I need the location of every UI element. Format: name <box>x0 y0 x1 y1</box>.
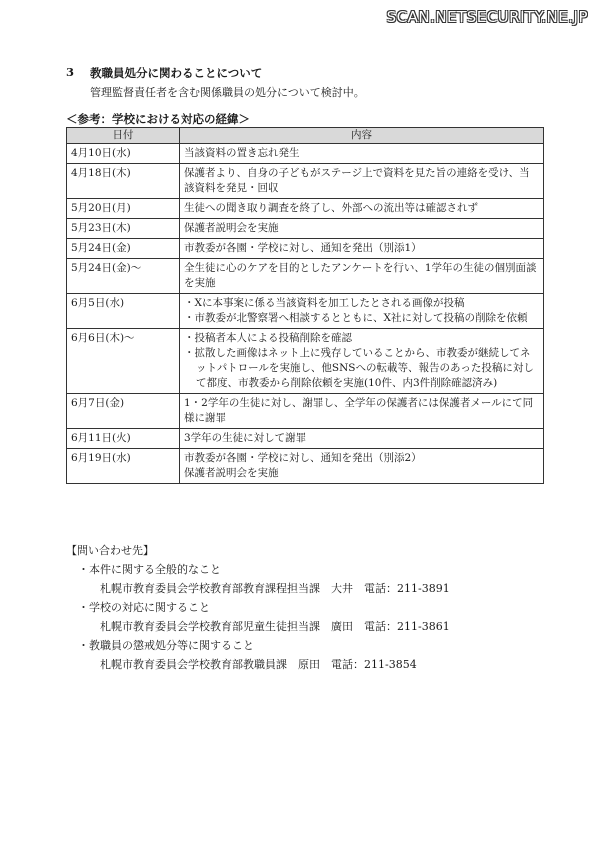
reference-title: ＜参考：学校における対応の経緯＞ <box>66 112 250 126</box>
section-3-heading <box>66 65 546 81</box>
row-content: 1・2学年の生徒に対し、謝罪し、全学年の保護者には保護者メールにて同様に謝罪 <box>180 394 544 429</box>
row-date: 5月23日(木) <box>67 219 180 239</box>
bullet-item: ・市教委が北警察署へ相談するとともに、X社に対して投稿の削除を依頼 <box>184 312 528 324</box>
row-content <box>180 449 544 484</box>
row-content: 全生徒に心のケアを目的としたアンケートを行い、1学年の生徒の個別面談を実施 <box>180 259 544 294</box>
contact-heading: 【問い合わせ先】 <box>66 544 154 557</box>
row-date: 6月19日(水) <box>67 449 180 484</box>
row-content <box>180 294 544 329</box>
row-date: 4月10日(水) <box>67 144 180 164</box>
row-date: 5月24日(金) <box>67 239 180 259</box>
table-row <box>67 219 544 239</box>
watermark: SCAN.NETSECURITY.NE.JP <box>386 8 588 26</box>
table-row <box>67 199 544 219</box>
row-date: 4月18日(木) <box>67 164 180 199</box>
contact-detail: 札幌市教育委員会学校教育部児童生徒担当課 廣田 電話：211-3861 <box>100 620 450 633</box>
table-row <box>67 449 544 484</box>
table-header-row <box>67 128 544 144</box>
table-row <box>67 239 544 259</box>
table-row <box>67 394 544 429</box>
row-content: 生徒への聞き取り調査を終了し、外部への流出等は確認されず <box>180 199 544 219</box>
section-title: 教職員処分に関わることについて <box>90 66 263 80</box>
row-content: 当該資料の置き忘れ発生 <box>180 144 544 164</box>
contact-topic: ・本件に関する全般的なこと <box>78 563 221 576</box>
content-line: 保護者説明会を実施 <box>184 467 279 479</box>
row-content: 保護者より、自身の子どもがステージ上で資料を見た旨の連絡を受け、当該資料を発見・回収 <box>180 164 544 199</box>
row-content: 保護者説明会を実施 <box>180 219 544 239</box>
row-content: 3学年の生徒に対して謝罪 <box>180 429 544 449</box>
bullet-item: ・拡散した画像はネット上に残存していることから、市教委が継続してネットパトロールを実施し、他SNSへの転載等、報告のあった投稿に対して都度、市教委から削除依頼を実施(10件、内3件削除確認済み) <box>184 347 534 389</box>
row-content <box>180 329 544 394</box>
row-date: 5月24日(金)～ <box>67 259 180 294</box>
contact-topic: ・教職員の懲戒処分等に関すること <box>78 639 254 652</box>
row-date: 6月11日(火) <box>67 429 180 449</box>
table-row <box>67 329 544 394</box>
history-table <box>66 127 544 484</box>
table-row <box>67 429 544 449</box>
row-date: 6月7日(金) <box>67 394 180 429</box>
table-row <box>67 164 544 199</box>
row-date: 6月6日(木)～ <box>67 329 180 394</box>
row-content: 市教委が各園・学校に対し、通知を発出（別添1） <box>180 239 544 259</box>
contact-detail: 札幌市教育委員会学校教育部教職員課 原田 電話：211-3854 <box>100 658 417 671</box>
header-date: 日付 <box>67 128 180 144</box>
contact-detail: 札幌市教育委員会学校教育部教育課程担当課 大井 電話：211-3891 <box>100 582 450 595</box>
section-number: 3 <box>66 65 75 79</box>
bullet-item: ・Xに本事案に係る当該資料を加工したとされる画像が投稿 <box>184 297 465 309</box>
bullet-item: ・投稿者本人による投稿削除を確認 <box>184 332 352 344</box>
row-date: 5月20日(月) <box>67 199 180 219</box>
section-3 <box>66 65 546 100</box>
header-content: 内容 <box>180 128 544 144</box>
row-date: 6月5日(水) <box>67 294 180 329</box>
table-row <box>67 144 544 164</box>
contact-topic: ・学校の対応に関すること <box>78 601 210 614</box>
contact-section <box>66 541 546 674</box>
table-row <box>67 294 544 329</box>
section-body: 管理監督責任者を含む関係職員の処分について検討中。 <box>90 86 365 99</box>
content-line: 市教委が各園・学校に対し、通知を発出（別添2） <box>184 452 422 464</box>
table-row <box>67 259 544 294</box>
